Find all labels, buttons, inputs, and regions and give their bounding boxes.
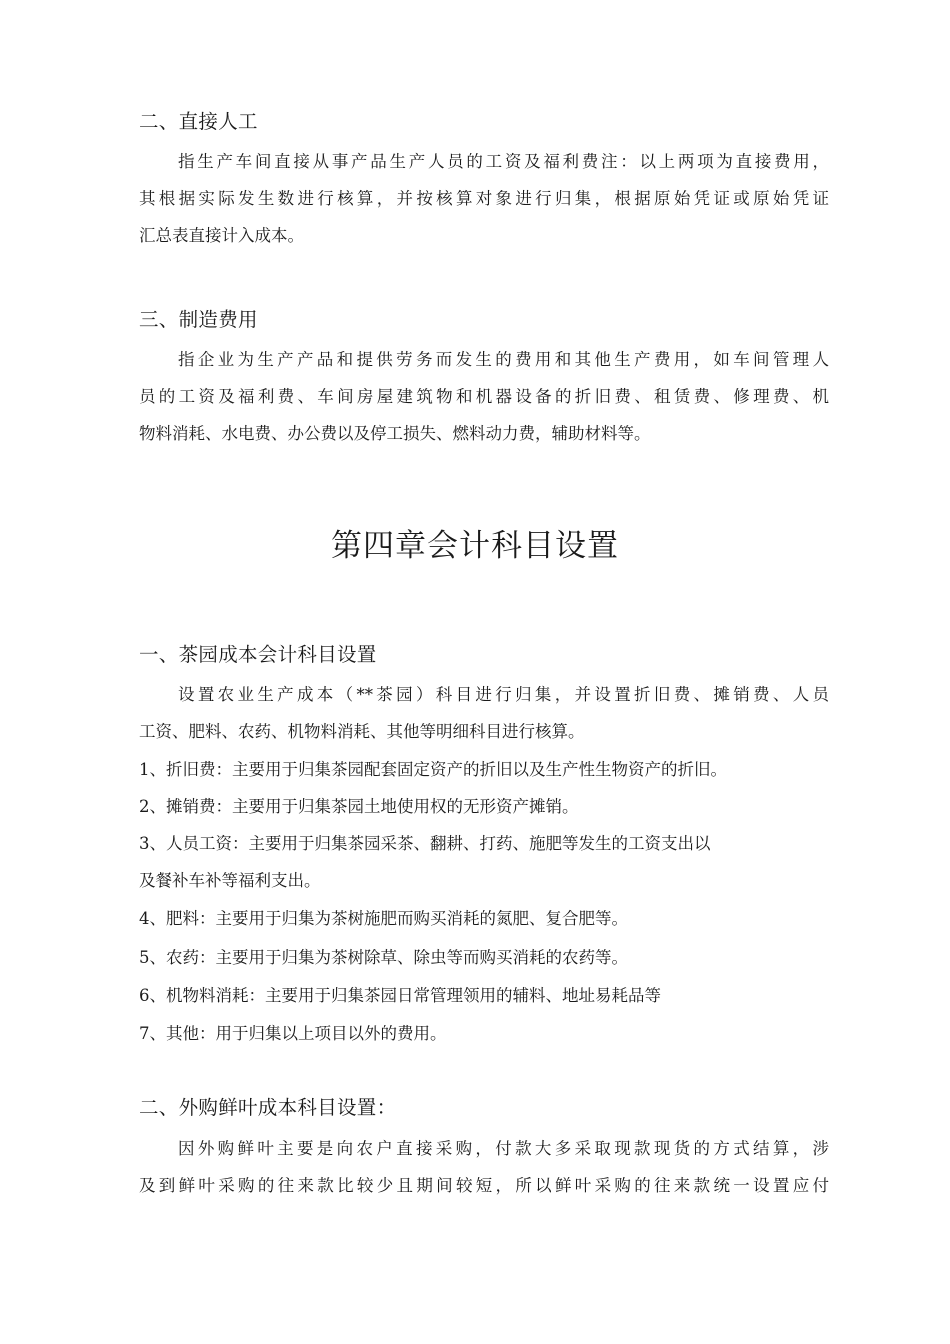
list-item-line: 7、其他：用于归集以上项目以外的费用。: [139, 1024, 447, 1043]
list-item-line: 5、农药：主要用于归集为茶树除草、除虫等而购买消耗的农药等。: [139, 948, 628, 967]
list-item: [139, 1015, 829, 1052]
paragraph-line: 因外购鲜叶主要是向农户直接采购，付款大多采取现款现货的方式结算，涉: [178, 1139, 829, 1158]
list-item-line: 4、肥料：主要用于归集为茶树施肥而购买消耗的氮肥、复合肥等。: [139, 909, 628, 928]
paragraph-line: 指生产车间直接从事产品生产人员的工资及福利费注：以上两项为直接费用，: [178, 152, 829, 171]
paragraph-line: 指企业为生产产品和提供劳务而发生的费用和其他生产费用，如车间管理人: [178, 350, 829, 369]
paragraph-overhead: [139, 341, 829, 452]
paragraph-direct-labor: [139, 143, 829, 254]
paragraph-line: 汇总表直接计入成本。: [139, 226, 304, 245]
list-item: [139, 900, 829, 937]
list-item: [139, 977, 829, 1014]
list-item-line: 及餐补车补等福利支出。: [139, 871, 321, 890]
list-item-line: 1、折旧费：主要用于归集茶园配套固定资产的折旧以及生产性生物资产的折旧。: [139, 760, 727, 779]
list-item: [139, 825, 829, 899]
section-heading-direct-labor: 二、直接人工: [139, 110, 258, 133]
paragraph-line: 设置农业生产成本（**茶园）科目进行归集，并设置折旧费、摊销费、人员: [178, 685, 829, 704]
paragraph-line: 工资、肥料、农药、机物料消耗、其他等明细科目进行核算。: [139, 722, 585, 741]
list-item-line: 3、人员工资：主要用于归集茶园采茶、翻耕、打药、施肥等发生的工资支出以: [139, 834, 711, 853]
chapter-title: 第四章会计科目设置: [331, 528, 619, 564]
paragraph-line: 物料消耗、水电费、办公费以及停工损失、燃料动力费，辅助材料等。: [139, 424, 651, 443]
list-item: [139, 751, 829, 788]
list-item-line: 2、摊销费：主要用于归集茶园土地使用权的无形资产摊销。: [139, 797, 579, 816]
section-heading-tea-garden: 一、茶园成本会计科目设置: [139, 643, 377, 666]
list-item-line: 6、机物料消耗：主要用于归集茶园日常管理领用的辅料、地址易耗品等: [139, 986, 661, 1005]
paragraph-line: 其根据实际发生数进行核算，并按核算对象进行归集，根据原始凭证或原始凭证: [139, 189, 829, 208]
section-heading-overhead: 三、制造费用: [139, 308, 258, 331]
paragraph-line: 员的工资及福利费、车间房屋建筑物和机器设备的折旧费、租赁费、修理费、机: [139, 387, 829, 406]
paragraph-fresh-leaf: [139, 1130, 829, 1204]
section-heading-fresh-leaf: 二、外购鲜叶成本科目设置：: [139, 1096, 397, 1119]
paragraph-tea-garden-intro: [139, 676, 829, 750]
list-item: [139, 939, 829, 976]
paragraph-line: 及到鲜叶采购的往来款比较少且期间较短，所以鲜叶采购的往来款统一设置应付: [139, 1176, 829, 1195]
list-item: [139, 788, 829, 825]
